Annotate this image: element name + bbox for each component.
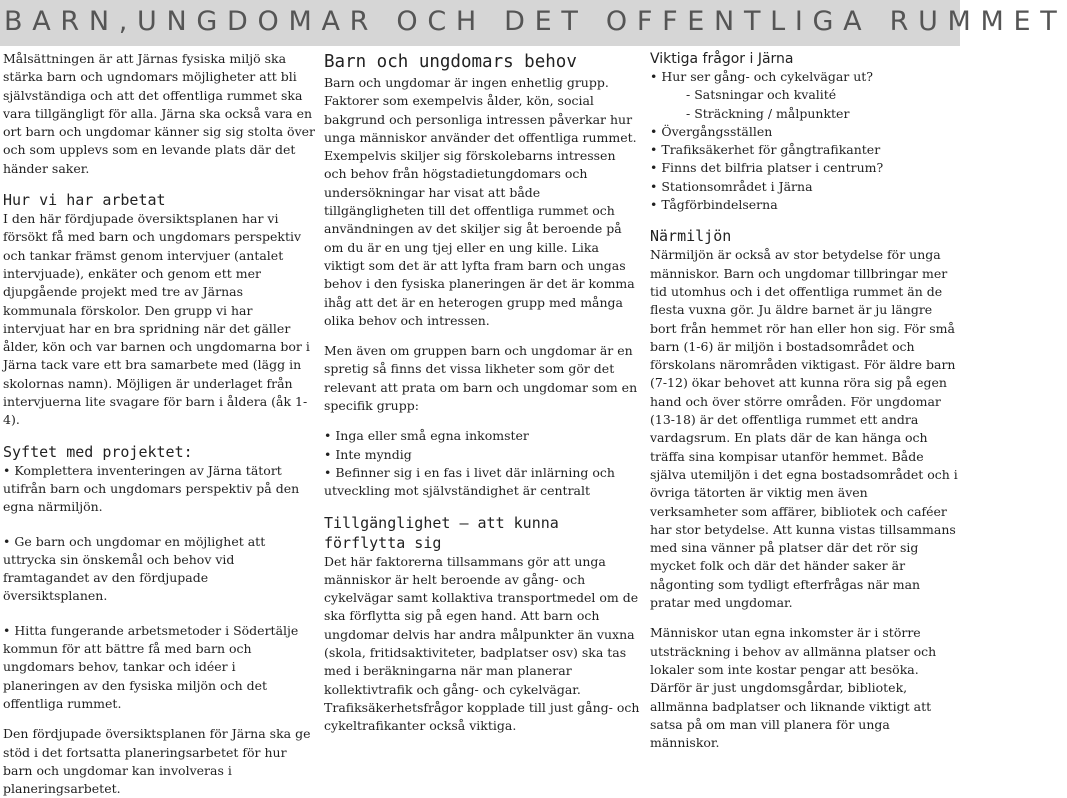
accessibility-paragraph: Det här faktorerna tillsammans gör att unga människor är helt beroende av gång- och cykelvägar samt kollaktiva transportmedel om de ska förflytta sig på egen hand. Att barn och ungdomar delvis har andra målpunkter än vuxna (skola, fritidsaktiviteter, badplatser osv) ska tas med i beräkningarna när man planerar kollektivtrafik och gång- och cykelvägar. Trafiksäkerhetsfrågor kopplade till just gång- och cykeltrafikanter också viktiga. bbox=[324, 553, 640, 734]
heading-how-we-worked: Hur vi har arbetat bbox=[3, 191, 166, 210]
list-item: • Inga eller små egna inkomster bbox=[324, 427, 640, 445]
page-title: BARN,UNGDOMAR OCH DET OFFENTLIGA RUMMET bbox=[4, 6, 1067, 37]
heading-accessibility: Tillgänglighet – att kunna förflytta sig bbox=[324, 513, 559, 552]
purpose-list bbox=[3, 462, 315, 714]
key-questions-list bbox=[650, 68, 958, 214]
column-left bbox=[3, 50, 315, 798]
list-item: • Komplettera inventeringen av Järna tätort utifrån barn och ungdomars perspektiv på den egna närmiljön. bbox=[3, 462, 315, 517]
list-item: • Befinner sig i en fas i livet där inlärning och utveckling mot självständighet är centralt bbox=[324, 464, 640, 501]
column-middle bbox=[324, 50, 640, 736]
common-traits-paragraph: Men även om gruppen barn och ungdomar är en spretig så finns det vissa likheter som gör det relevant att prata om barn och ungdomar som en specifik grupp: bbox=[324, 343, 638, 414]
traits-list bbox=[324, 427, 640, 500]
title-banner bbox=[0, 0, 1067, 46]
needs-paragraph: Barn och ungdomar är ingen enhetlig grupp. Faktorer som exempelvis ålder, kön, social bakgrund och personliga intressen påverkar hur unga människor använder det offentliga rummet. Exempelvis skiljer sig förskolebarns intressen och behov från högstadietungdomars och undersökningar har visat att både tillgängligheten till det offentliga rummet och användningen av det skiljer sig åt beroende på om du är en ung tjej eller en ung kille. Lika viktigt som det är att lyfta fram barn och ungas behov i den fysiska planeringen är det är komma ihåg att det är en heterogen grupp med många olika behov och intressen. bbox=[324, 75, 637, 328]
closing-paragraph: Den fördjupade översiktsplanen för Järna ska ge stöd i det fortsatta planeringsarbetet för hur barn och ungdomar kan involveras i planeringsarbetet. bbox=[3, 726, 311, 797]
list-item: • Finns det bilfria platser i centrum? bbox=[650, 159, 958, 177]
list-item: • Övergångsställen bbox=[650, 123, 958, 141]
public-places-paragraph: Människor utan egna inkomster är i större utsträckning i behov av allmänna platser och lokaler som inte kostar pengar att besöka. Därför är just ungdomsgårdar, bibliotek, allmänna badplatser och liknande viktigt att satsa på om man vill planera för unga människor. bbox=[650, 625, 937, 751]
how-we-worked-paragraph: I den här fördjupade översiktsplanen har vi försökt få med barn och ungdomars perspektiv och tankar främst genom intervjuer (antalet intervjuade), enkäter och genom ett mer djupgående projekt med tre av Järnas kommunala förskolor. Den grupp vi har intervjuat har en bra spridning när det gäller ålder, kön och var barnen och ungdomarna bor i Järna tack vare ett bra samarbete med (lägg in skolornas namn). Möjligen är underlaget från intervjuerna lite svagare för barn i åldera (åk 1-4). bbox=[3, 211, 310, 428]
heading-local-environment: Närmiljön bbox=[650, 227, 732, 246]
list-item: • Trafiksäkerhet för gångtrafikanter bbox=[650, 141, 958, 159]
list-item: • Hur ser gång- och cykelvägar ut? bbox=[650, 68, 958, 86]
list-item: - Sträckning / målpunkter bbox=[686, 105, 850, 121]
heading-key-questions: Viktiga frågor i Järna bbox=[650, 51, 794, 67]
heading-children-needs: Barn och ungdomars behov bbox=[324, 52, 577, 72]
list-item: • Hitta fungerande arbetsmetoder i Södertälje kommun för att bättre få med barn och ungdomars behov, tankar och idéer i planeringen av den fysiska miljön och det offentliga rummet. bbox=[3, 622, 315, 713]
list-item: • Stationsområdet i Järna bbox=[650, 178, 958, 196]
heading-project-purpose: Syftet med projektet: bbox=[3, 442, 193, 461]
list-item: • Inte myndig bbox=[324, 446, 640, 464]
column-right bbox=[650, 50, 958, 752]
intro-paragraph: Målsättningen är att Järnas fysiska miljö ska stärka barn och ugndomars möjligheter att bli självständiga och att det offentliga rummet ska vara tillgängligt för alla. Järna ska också vara en ort barn och ungdomar känner sig sig stolta över och som upplevs som en levande plats där det händer saker. bbox=[3, 51, 316, 176]
local-environment-paragraph: Närmiljön är också av stor betydelse för unga människor. Barn och ungdomar tillbringar mer tid utomhus och i det offentliga rummet än de flesta vuxna gör. Ju äldre barnet är ju längre bort från hemmet rör han eller hon sig. För små barn (1-6) är miljön i bostadsområdet och förskolans närområden viktigast. För äldre barn (7-12) ökar behovet att kunna röra sig på egen hand och över större områden. För ungdomar (13-18) är det offentliga rummet ett andra vardagsrum. En plats där de kan hänga och träffa sina kompisar utanför hemmet. Både själva utemiljön i det egna bostadsområdet och i övriga tätorten är viktig men även verksamheter som affärer, bibliotek och caféer har stor betydelse. Att kunna vistas tillsammans med sina vänner på platser där det rör sig mycket folk och där det händer saker är någonting som tydligt efterfrågas när man pratar med ungdomar. bbox=[650, 247, 958, 611]
list-item: • Ge barn och ungdomar en möjlighet att uttrycka sin önskemål och behov vid framtagandet av den fördjupade översiktsplanen. bbox=[3, 533, 315, 606]
list-item: - Satsningar och kvalité bbox=[686, 87, 837, 103]
list-item: • Tågförbindelserna bbox=[650, 196, 958, 214]
